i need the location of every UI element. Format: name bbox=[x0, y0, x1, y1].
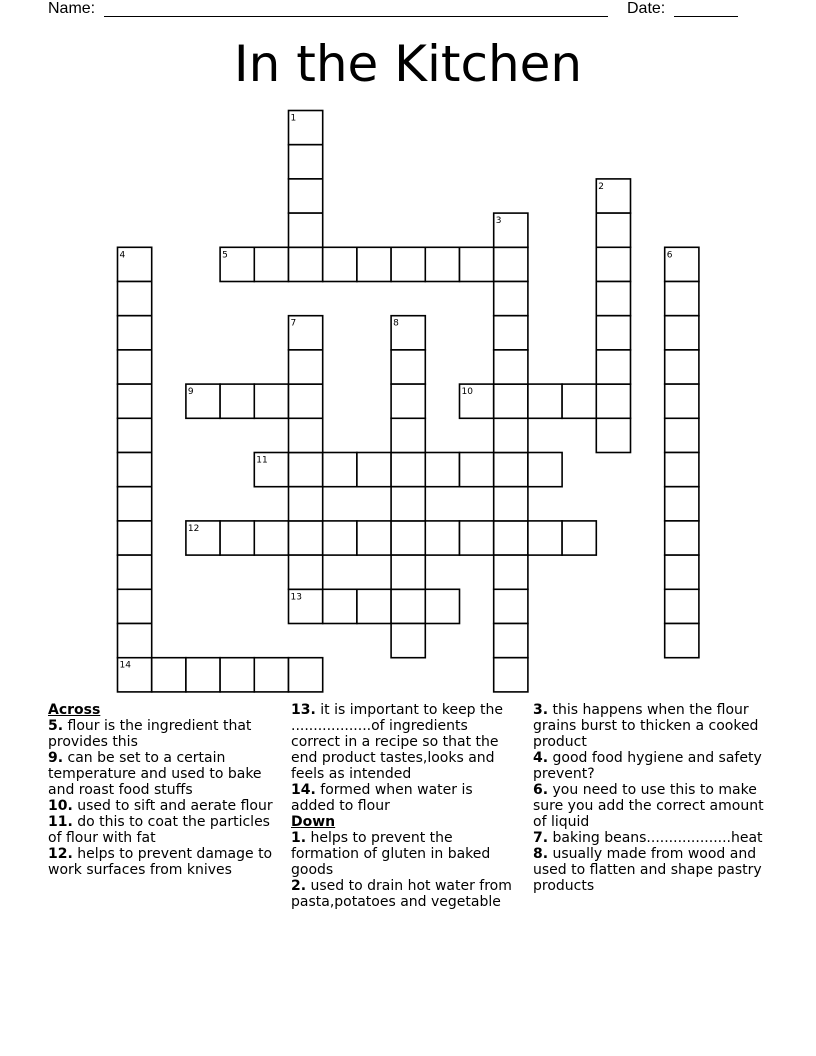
grid-cell[interactable] bbox=[186, 658, 220, 692]
grid-cell[interactable] bbox=[562, 384, 596, 418]
grid-cell[interactable] bbox=[289, 418, 323, 452]
grid-cell[interactable] bbox=[391, 316, 425, 350]
clue-down-4: 4. good food hygiene and safety prevent? bbox=[533, 750, 762, 782]
grid-cell[interactable] bbox=[665, 589, 699, 623]
grid-cell[interactable] bbox=[254, 453, 288, 487]
grid-cell[interactable] bbox=[391, 418, 425, 452]
grid-cell[interactable] bbox=[323, 247, 357, 281]
grid-cell[interactable] bbox=[494, 555, 528, 589]
grid-cell[interactable] bbox=[494, 384, 528, 418]
grid-cell[interactable] bbox=[391, 350, 425, 384]
cell-number-12: 12 bbox=[187, 523, 200, 534]
clue-across-11: 11. do this to coat the particles of flour with fat bbox=[48, 814, 270, 846]
grid-cell[interactable] bbox=[289, 350, 323, 384]
grid-cell[interactable] bbox=[460, 453, 494, 487]
grid-cell[interactable] bbox=[596, 316, 630, 350]
grid-cell[interactable] bbox=[494, 624, 528, 658]
clue-across-5: 5. flour is the ingredient that provides this bbox=[48, 718, 252, 750]
grid-cell[interactable] bbox=[596, 350, 630, 384]
grid-cell[interactable] bbox=[425, 453, 459, 487]
cell-number-3: 3 bbox=[495, 216, 502, 227]
grid-cell[interactable] bbox=[220, 384, 254, 418]
grid-cell[interactable] bbox=[186, 384, 220, 418]
date-input-line[interactable] bbox=[674, 16, 738, 17]
grid-cell[interactable] bbox=[665, 316, 699, 350]
grid-cell[interactable] bbox=[665, 350, 699, 384]
grid-cell[interactable] bbox=[289, 316, 323, 350]
grid-cell[interactable] bbox=[391, 453, 425, 487]
cell-number-6: 6 bbox=[666, 250, 673, 261]
grid-cell[interactable] bbox=[118, 487, 152, 521]
grid-cell[interactable] bbox=[391, 384, 425, 418]
grid-cell[interactable] bbox=[665, 555, 699, 589]
grid-cell[interactable] bbox=[391, 624, 425, 658]
grid-cell[interactable] bbox=[152, 658, 186, 692]
grid-cell[interactable] bbox=[596, 247, 630, 281]
grid-cell[interactable] bbox=[665, 418, 699, 452]
cell-number-13: 13 bbox=[290, 592, 302, 603]
grid-cell[interactable] bbox=[289, 589, 323, 623]
grid-cell[interactable] bbox=[665, 282, 699, 316]
grid-cell[interactable] bbox=[220, 658, 254, 692]
grid-cell[interactable] bbox=[118, 316, 152, 350]
grid-cell[interactable] bbox=[118, 658, 152, 692]
grid-cell[interactable] bbox=[254, 384, 288, 418]
grid-cell[interactable] bbox=[494, 282, 528, 316]
grid-cell[interactable] bbox=[391, 521, 425, 555]
grid-cell[interactable] bbox=[665, 453, 699, 487]
grid-cell[interactable] bbox=[118, 418, 152, 452]
grid-cell[interactable] bbox=[118, 384, 152, 418]
grid-cell[interactable] bbox=[220, 247, 254, 281]
grid-cell[interactable] bbox=[391, 589, 425, 623]
grid-cell[interactable] bbox=[425, 521, 459, 555]
header bbox=[48, 0, 740, 20]
grid-cell[interactable] bbox=[596, 179, 630, 213]
grid-cell[interactable] bbox=[289, 179, 323, 213]
grid-cell[interactable] bbox=[528, 453, 562, 487]
clue-across-12: 12. helps to prevent damage to work surfaces from knives bbox=[48, 846, 273, 878]
grid-cell[interactable] bbox=[289, 521, 323, 555]
grid-cell[interactable] bbox=[118, 247, 152, 281]
grid-cell[interactable] bbox=[186, 521, 220, 555]
grid-cell[interactable] bbox=[118, 555, 152, 589]
grid-cell[interactable] bbox=[289, 213, 323, 247]
cell-number-4: 4 bbox=[119, 250, 126, 261]
clue-down-2: 2. used to drain hot water from pasta,potatoes and vegetable bbox=[291, 878, 512, 910]
clue-across-13: 13. it is important to keep the ..................of ingredients correct in a recipe so that the end product tastes,looks and feels as intended bbox=[291, 702, 503, 782]
date-label: Date: bbox=[627, 0, 666, 17]
grid-cell[interactable] bbox=[118, 521, 152, 555]
grid-cell[interactable] bbox=[494, 521, 528, 555]
down-heading: Down bbox=[291, 814, 336, 830]
cell-number-1: 1 bbox=[290, 113, 297, 124]
clues-column-2 bbox=[291, 702, 517, 910]
grid-cell[interactable] bbox=[118, 282, 152, 316]
grid-cell[interactable] bbox=[596, 418, 630, 452]
cell-number-2: 2 bbox=[598, 181, 605, 192]
grid-cell[interactable] bbox=[528, 384, 562, 418]
grid-cell[interactable] bbox=[289, 555, 323, 589]
grid-cell[interactable] bbox=[289, 145, 323, 179]
grid-cell[interactable] bbox=[254, 658, 288, 692]
clue-down-3: 3. this happens when the flour grains burst to thicken a cooked product bbox=[533, 702, 759, 750]
cell-number-8: 8 bbox=[393, 318, 399, 329]
grid-cell[interactable] bbox=[494, 418, 528, 452]
grid-cell[interactable] bbox=[357, 521, 391, 555]
grid-cell[interactable] bbox=[494, 350, 528, 384]
grid-cell[interactable] bbox=[494, 247, 528, 281]
grid-cell[interactable] bbox=[665, 384, 699, 418]
grid-cell[interactable] bbox=[665, 624, 699, 658]
grid-cell[interactable] bbox=[254, 521, 288, 555]
grid-cell[interactable] bbox=[220, 521, 254, 555]
grid-cell[interactable] bbox=[425, 589, 459, 623]
grid-cell[interactable] bbox=[289, 453, 323, 487]
cell-number-11: 11 bbox=[256, 455, 268, 466]
cell-number-5: 5 bbox=[222, 250, 228, 261]
cell-number-7: 7 bbox=[290, 318, 297, 329]
grid-cell[interactable] bbox=[596, 213, 630, 247]
grid-cell[interactable] bbox=[562, 521, 596, 555]
grid-cell[interactable] bbox=[289, 487, 323, 521]
grid-cell[interactable] bbox=[323, 589, 357, 623]
grid-cell[interactable] bbox=[118, 453, 152, 487]
clues-column-1 bbox=[48, 702, 274, 878]
grid-cell[interactable] bbox=[494, 487, 528, 521]
grid-cell[interactable] bbox=[289, 658, 323, 692]
grid-cell[interactable] bbox=[289, 384, 323, 418]
grid-cell[interactable] bbox=[665, 487, 699, 521]
grid-cell[interactable] bbox=[596, 282, 630, 316]
grid-cell[interactable] bbox=[357, 247, 391, 281]
grid-cell[interactable] bbox=[118, 350, 152, 384]
grid-cell[interactable] bbox=[254, 247, 288, 281]
name-label: Name: bbox=[48, 0, 96, 17]
grid-cell[interactable] bbox=[665, 521, 699, 555]
clue-across-10: 10. used to sift and aerate flour bbox=[48, 798, 273, 814]
clue-down-1: 1. helps to prevent the formation of gluten in baked goods bbox=[291, 830, 491, 878]
across-heading: Across bbox=[48, 702, 101, 718]
grid-cell[interactable] bbox=[118, 624, 152, 658]
grid-cell[interactable] bbox=[425, 247, 459, 281]
name-input-line[interactable] bbox=[104, 16, 608, 17]
grid-cell[interactable] bbox=[391, 555, 425, 589]
grid-cell[interactable] bbox=[460, 521, 494, 555]
grid-cell[interactable] bbox=[391, 247, 425, 281]
grid-cell[interactable] bbox=[494, 589, 528, 623]
cell-number-10: 10 bbox=[461, 387, 473, 398]
puzzle-title: In the Kitchen bbox=[233, 35, 583, 93]
grid-cell[interactable] bbox=[357, 453, 391, 487]
grid-cell[interactable] bbox=[494, 453, 528, 487]
grid-cell[interactable] bbox=[494, 316, 528, 350]
grid-cell[interactable] bbox=[494, 658, 528, 692]
grid-cell[interactable] bbox=[323, 453, 357, 487]
grid-cell[interactable] bbox=[596, 384, 630, 418]
clue-across-9: 9. can be set to a certain temperature and used to bake and roast food stuffs bbox=[48, 750, 262, 798]
clues-column-3 bbox=[533, 702, 769, 894]
grid-cell[interactable] bbox=[460, 247, 494, 281]
clue-across-14: 14. formed when water is added to flour bbox=[291, 782, 473, 814]
clue-down-8: 8. usually made from wood and used to flatten and shape pastry products bbox=[533, 846, 762, 894]
grid-cell[interactable] bbox=[289, 111, 323, 145]
clue-down-6: 6. you need to use this to make sure you add the correct amount of liquid bbox=[533, 782, 764, 830]
grid-cell[interactable] bbox=[357, 589, 391, 623]
grid-cell[interactable] bbox=[289, 247, 323, 281]
grid-cell[interactable] bbox=[323, 521, 357, 555]
grid-cell[interactable] bbox=[665, 247, 699, 281]
grid-cell[interactable] bbox=[528, 521, 562, 555]
grid-cell[interactable] bbox=[494, 213, 528, 247]
grid-cell[interactable] bbox=[460, 384, 494, 418]
cell-number-9: 9 bbox=[187, 387, 194, 398]
grid-cell[interactable] bbox=[391, 487, 425, 521]
cell-number-14: 14 bbox=[119, 660, 131, 671]
clue-down-7: 7. baking beans...................heat bbox=[533, 830, 763, 846]
grid-cell[interactable] bbox=[118, 589, 152, 623]
